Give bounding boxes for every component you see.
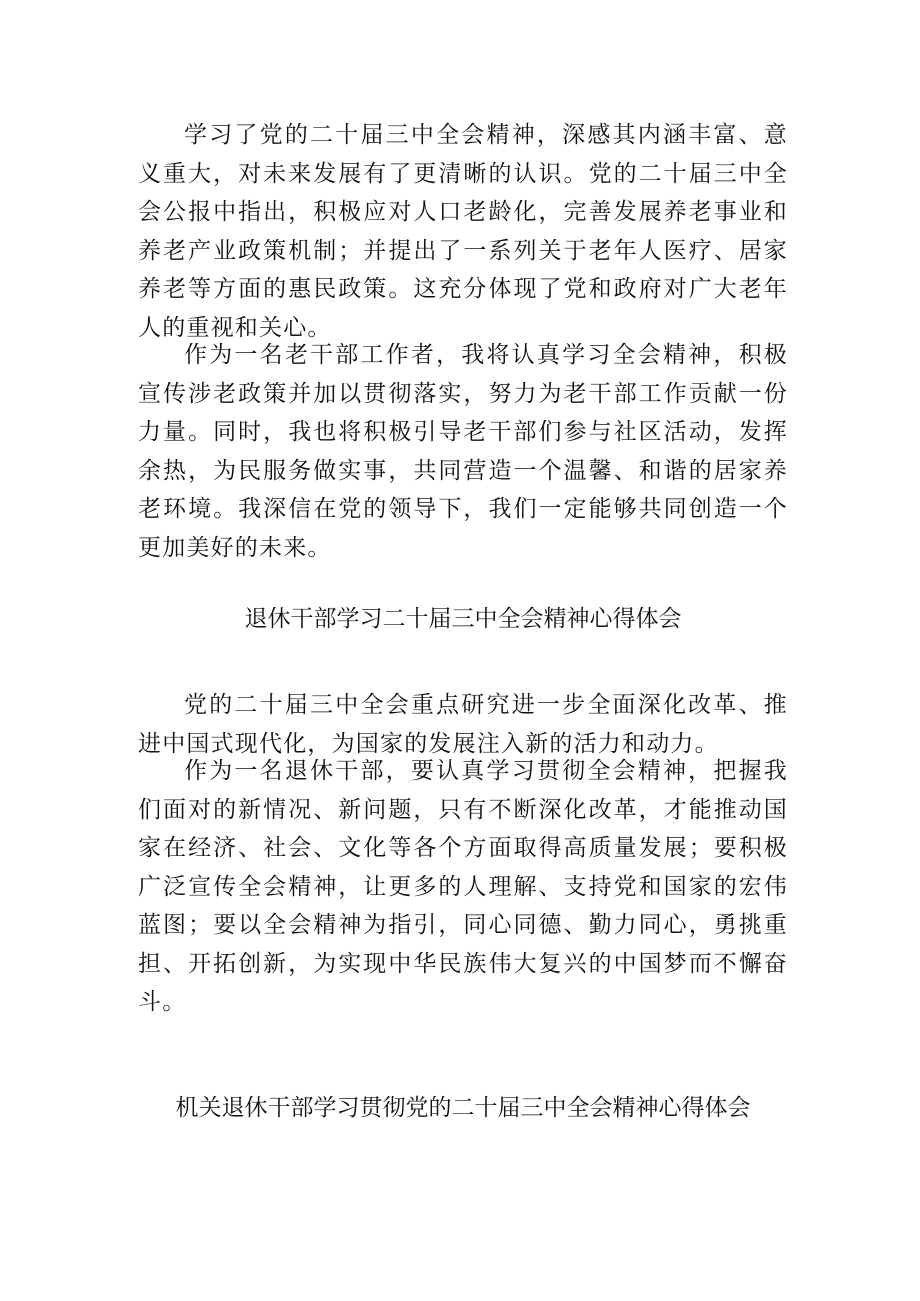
body-paragraph: 作为一名退休干部，要认真学习贯彻全会精神，把握我们面对的新情况、新问题，只有不断深化改革，才能推动国家在经济、社会、文化等各个方面取得高质量发展；要积极广泛宣传全会精神，让更多的人理解、支持党和国家的宏伟蓝图；要以全会精神为指引，同心同德、勤力同心，勇挑重担、开拓创新，为实现中华民族伟大复兴的中国梦而不懈奋斗。 xyxy=(138,758,788,1015)
body-paragraph: 党的二十届三中全会重点研究进一步全面深化改革、推进中国式现代化，为国家的发展注入新的活力和动力。 xyxy=(138,692,788,757)
body-paragraph: 学习了党的二十届三中全会精神，深感其内涵丰富、意义重大，对未来发展有了更清晰的认识。党的二十届三中全会公报中指出，积极应对人口老龄化，完善发展养老事业和养老产业政策机制；并提出了一系列关于老年人医疗、居家养老等方面的惠民政策。这充分体现了党和政府对广大老年人的重视和关心。 xyxy=(138,122,788,341)
body-paragraph: 作为一名老干部工作者，我将认真学习全会精神，积极宣传涉老政策并加以贯彻落实，努力为老干部工作贡献一份力量。同时，我也将积极引导老干部们参与社区活动，发挥余热，为民服务做实事，共同营造一个温馨、和谐的居家养老环境。我深信在党的领导下，我们一定能够共同创造一个更加美好的未来。 xyxy=(138,342,788,561)
section-title: 退休干部学习二十届三中全会精神心得体会 xyxy=(244,606,682,632)
section-title: 机关退休干部学习贯彻党的二十届三中全会精神心得体会 xyxy=(175,1095,751,1121)
